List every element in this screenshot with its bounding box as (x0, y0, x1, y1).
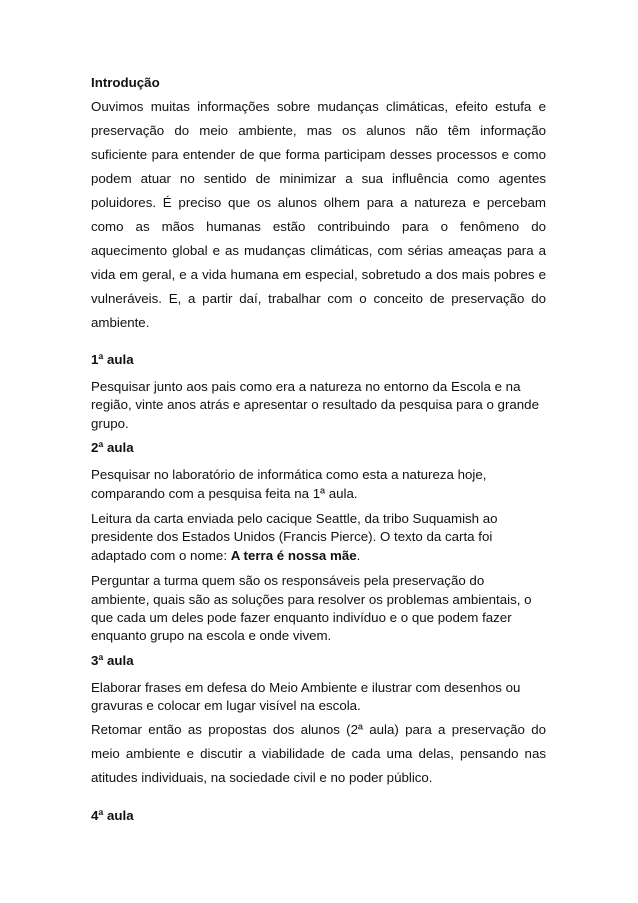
letter-title: A terra é nossa mãe (230, 547, 357, 563)
aula-3-heading: 3ª aula (91, 652, 134, 668)
aula-2-paragraph-2 (91, 510, 546, 565)
document-content (91, 73, 546, 826)
aula-1-heading: 1ª aula (91, 352, 134, 367)
aula-4-heading: 4ª aula (91, 807, 134, 823)
aula-2-paragraph-3: Perguntar a turma quem são os responsáveis pela preservação do ambiente, quais são as soluções para resolver os problemas ambientais, o que cada um deles pode fazer enquanto indivíduo e o que podem fazer enquanto grupo na escola e onde vivem. (91, 573, 532, 644)
aula-2-heading: 2ª aula (91, 440, 134, 456)
aula-3-paragraph-1: Elaborar frases em defesa do Meio Ambiente e ilustrar com desenhos ou gravuras e colocar em lugar visível na escola. (91, 679, 521, 714)
intro-paragraph: Ouvimos muitas informações sobre mudanças climáticas, efeito estufa e preservação do meio ambiente, mas os alunos não têm informação suficiente para entender de que forma participam desses processos e como podem atuar no sentido de minimizar a sua influência como agentes poluidores. É preciso que os alunos olhem para a natureza e percebam como as mãos humanas estão contribuindo para o fenômeno do aquecimento global e as mudanças climáticas, com sérias ameaças para a vida em geral, e a vida humana em especial, sobretudo a dos mais pobres e vulneráveis. E, a partir daí, trabalhar com o conceito de preservação do ambiente. (91, 99, 546, 330)
aula-2-paragraph-2-end: . (356, 547, 361, 563)
aula-2-paragraph-1: Pesquisar no laboratório de informática como esta a natureza hoje, comparando com a pesquisa feita na 1ª aula. (91, 467, 487, 501)
intro-heading: Introdução (91, 75, 160, 90)
aula-3-paragraph-2: Retomar então as propostas dos alunos (2ª aula) para a preservação do meio ambiente e discutir a viabilidade de cada uma delas, pensando nas atitudes individuais, na sociedade civil e no poder público. (91, 721, 546, 785)
aula-2-paragraph-2-text: Leitura da carta enviada pelo cacique Seattle, da tribo Suquamish ao presidente dos Estados Unidos (Francis Pierce). O texto da carta foi adaptado com o nome: (91, 511, 498, 563)
aula-1-paragraph: Pesquisar junto aos pais como era a natureza no entorno da Escola e na região, vinte anos atrás e apresentar o resultado da pesquisa para o grande grupo. (91, 379, 539, 431)
